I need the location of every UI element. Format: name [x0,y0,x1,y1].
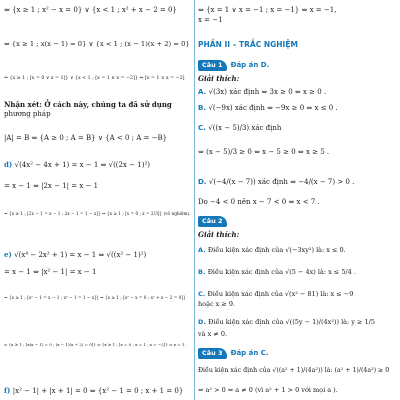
option-line: A. √(3x) xác định ⇔ 3x ≥ 0 ⇔ x ≥ 0 . [198,88,327,96]
solution-line: ⇔ {x ≥ 1 ; [x = 0 ∨ x = 1]} ∨ {x < 1 ; [x = 1 ∨ x = −2]} ⇔ [x = 1 ∨ x = −2] [4,76,185,81]
solution-line: x = −1 [198,16,223,24]
answer-label: Đáp án C. [230,349,269,357]
question-header [198,60,269,71]
solution-line: = x − 1 ⇔ |2x − 1| = x − 1 [4,182,99,190]
question-badge: Câu 2 [198,216,227,227]
part-label: e) [4,250,15,259]
option-line: và x ≠ 0. [198,330,228,338]
option-line: B. Điều kiện xác định của √(5 − 4x) là: x ≤ 5/4 . [198,268,356,276]
solution-line: = x − 1 ⇔ |x² − 1| = x − 1 [4,268,97,276]
question-badge: Câu 3 [198,348,227,359]
question-badge: Câu 1 [198,60,227,71]
option-line: B. √(−9x) xác định ⇔ −9x ≥ 0 ⇔ x ≤ 0 . [198,104,338,112]
option-letter: C. [198,290,208,298]
part-e: e) √(x⁴ − 2x² + 1) = x − 1 ⇔ √((x² − 1)²) [4,250,147,259]
option-letter: B. [198,268,208,276]
answer-label: Đáp án D. [230,61,270,69]
solution-line: ⇔ {x = 1 ∨ x = −1 ; x = −1} ⇔ x = −1, [198,6,337,14]
explain-label: Giải thích: [198,230,240,239]
solution-line: ⇔ {x ≥ 1 ; [2x − 1 = x − 1 ; 2x − 1 = 1 − x]} ⇔ {x ≥ 1 ; [x = 0 ; x = 2/3]} (vô nghiệm). [4,212,191,217]
part-label: d) [4,160,15,169]
section-title: PHẦN II – TRẮC NGHIỆM [198,40,298,49]
option-letter: C. [198,124,209,132]
option-line: Điều kiện xác định của √((a² + 1)/(4a²)) là: (a² + 1)/(4a²) ≥ 0 [198,367,390,374]
option-line: ⇔ a² > 0 ⇔ a ≠ 0 (vì a² + 1 > 0 với mọi a ). [198,386,338,394]
option-line: C. Điều kiện xác định của √(x² − 81) là: x ≤ −9 [198,290,354,298]
solution-line: ⇔ {x ≥ 1 ; x² − x = 0} ∨ {x < 1 ; x² + x − 2 = 0} [4,6,177,14]
question-header [198,348,269,359]
solution-line: ⇔ {x ≥ 1 ; x(x − 1) = 0} ∨ {x < 1 ; (x − 1)(x + 2) = 0} [4,40,190,48]
option-line: C. √((x − 5)/3) xác định [198,124,282,132]
part-d: d) √(4x² − 4x + 1) = x − 1 ⇔ √((2x − 1)²) [4,160,150,169]
formula-line: |A| = B ⇔ {A ≥ 0 ; A = B} ∨ {A < 0 ; A = −B} [4,134,168,142]
option-line: A. Điều kiện xác định của √(−3xy²) là: x ≤ 0. [198,246,346,254]
option-line: D. √(−4/(x − 7)) xác định ⇔ −4/(x − 7) > 0 . [198,178,355,186]
option-letter: B. [198,104,209,112]
option-letter: D. [198,318,209,326]
option-letter: A. [198,246,208,254]
solution-line: ⇔ {x ≥ 1 ; [x² − 1 = x − 1 ; x² − 1 = 1 − x]} ⇔ {x ≥ 1 ; [x² − x = 0 ; x² + x − 2 = 0]} [4,296,186,301]
option-letter: D. [198,178,209,186]
option-letter: A. [198,88,209,96]
option-line: ⇔ (x − 5)/3 ≥ 0 ⇔ x − 5 ≥ 0 ⇔ x ≥ 5 . [198,148,330,156]
solution-line: ⇔ {x ≥ 1 ; [x(x − 1) = 0 ; (x − 1)(x + 2) = 0]} ⇔ {x ≥ 1 ; [x = 0 ; x = 1 ; x = −2]} ⇔ x = 1. [4,342,186,347]
column-divider [194,0,195,400]
option-line: hoặc x ≥ 9. [198,300,236,308]
part-label: f) [4,386,13,395]
question-header [198,216,231,227]
remark-title: Nhận xét: Ở cách này, chúng ta đã sử dụng [4,100,172,109]
option-line: Do −4 < 0 nên x − 7 < 0 ⇔ x < 7 . [198,198,320,206]
option-line: D. Điều kiện xác định của √((5y − 1)/(4x²)) là: y ≥ 1/5 [198,318,375,326]
explain-label: Giải thích: [198,74,240,83]
remark-text: phương pháp [4,110,51,118]
part-f: f) |x² − 1| + |x + 1| = 0 ⇔ {x² − 1 = 0 ; x + 1 = 0} [4,386,184,395]
